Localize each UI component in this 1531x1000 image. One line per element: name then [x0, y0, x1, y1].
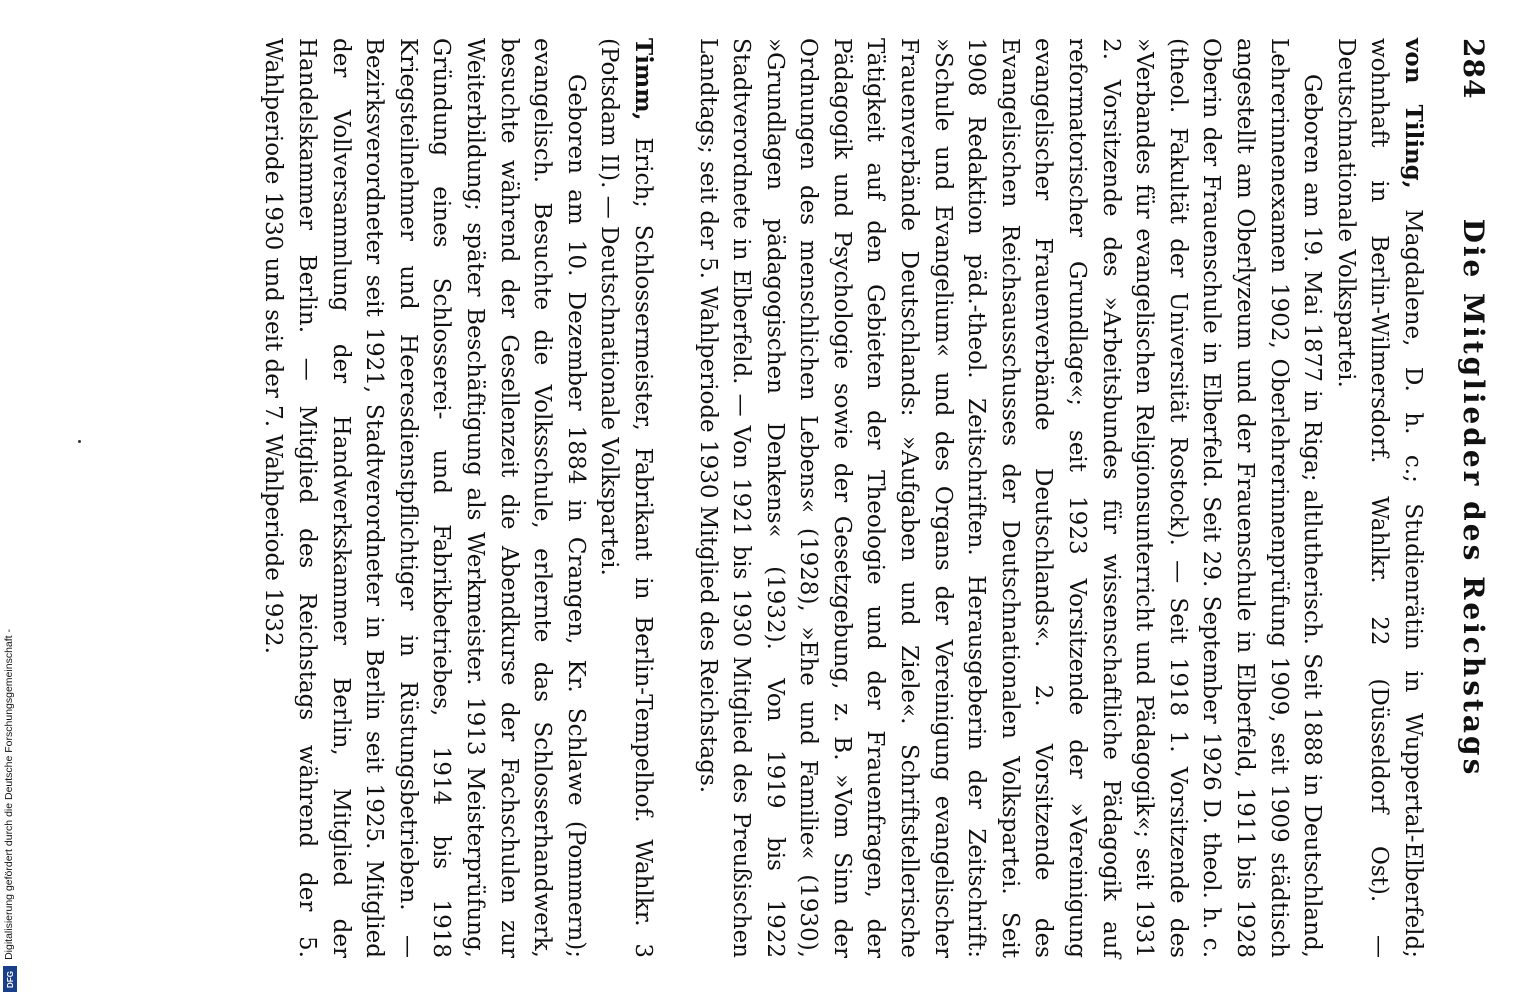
page-header [1440, 38, 1490, 958]
dfg-logo-icon [3, 966, 17, 992]
biography-entry [256, 38, 660, 958]
entry-body: Geboren am 10. Dezember 1884 in Crangen, Kr. Schlawe (Pommern); evangelisch. Besuchte die Volksschule, erlernte das Schlosserhandwerk, besuchte während der Gesellenzeit die Abendkurse der Fachschulen zur Weiterbildung; später Beschäftigung als Werkmeister. 1913 Meisterprüfung, Gründung eines Schlosserei- und Fabrikbetriebes, 1914 bis 1918 Kriegsteilnehmer und Heeresdienstpflichtiger in Rüstungsbetrieben. — Bezirksverordneter seit 1921, Stadtverordneter in Berlin seit 1925. Mitglied der Vollversammlung der Handwerkskammer Berlin, Mitglied der Handelskammer Berlin. — Mitglied des Reichstags während der 5. Wahlperiode 1930 und seit der 7. Wahlperiode 1932. [260, 38, 589, 958]
entry-body: Geboren am 19. Mai 1877 in Riga; altlutherisch. Seit 1888 in Deutschland, Lehrerinnenexamen 1902, Oberlehrerinnenprüfung 1909, seit 1909 städtisch angestellt am Oberlyzeum und der Frauenschule in Elberfeld, 1911 bis 1928 Oberin der Frauenschule in Elberfeld. Seit 29. September 1926 D. theol. h. c. (theol. Fakultät der Universität Rostock). — Seit 1918 1. Vorsitzende des »Verbandes für evangelischen Religionsunterricht und Pädagogik«; seit 1931 2. Vorsitzende des »Arbeitsbundes für wissenschaftliche Pädagogik auf reformatorischer Grundlage«; seit 1923 Vorsitzende der »Vereinigung evangelischer Frauenverbände Deutschlands«. 2. Vorsitzende des Evangelischen Reichsausschusses der Deutschnationalen Volkspartei. Seit 1908 Redaktion päd.-theol. Zeitschriften. Herausgeberin der Zeitschrift: »Schule und Evangelium« und des Organs der Vereinigung evangelischer Frauenverbände Deutschlands: »Aufgaben und Ziele«. Schriftstellerische Tätigkeit auf den Gebieten der Theologie und der Frauenfragen, der Pädagogik und Psychologie sowie der Gesetzgebung, z. B. »Vom Sinn der Ordnungen des menschlichen Lebens« (1928), »Ehe und Familie« (1930), »Grundlagen pädagogischen Denkens« (1932). Von 1919 bis 1922 Stadtverordnete in Elberfeld. — Von 1921 bis 1930 Mitglied des Preußischen Landtags; seit der 5. Wahlperiode 1930 Mitglied des Reichstags. [694, 38, 1326, 958]
biography-entry [690, 38, 1430, 958]
entry-heading: Magdalene, D. h. c.; Studienrätin in Wuppertal-Elberfeld; wohnhaft in Berlin-Wilmersdorf. Wahlkr. 22 (Düsseldorf Ost). — Deutschnationale Volkspartei. [1332, 38, 1426, 959]
document-page [90, 38, 1490, 958]
page-number: 284 [1457, 38, 1490, 100]
digitization-note: Digitalisierung gefördert durch die Deutsche Forschungsgemeinschaft - [3, 629, 15, 960]
entry-name: von Tiling, [1400, 38, 1427, 189]
digitization-footer [0, 600, 22, 1000]
entry-name: Timm, [630, 38, 657, 121]
scan-speck [78, 440, 81, 443]
dfg-logo-text: DFG [5, 970, 15, 988]
entry-heading: Erich; Schlossermeister, Fabrikant in Berlin-Tempelhof. Wahlkr. 3 (Potsdam II). — Deutschnationale Volkspartei. [596, 38, 656, 958]
page-title: Die Mitglieder des Reichstags [1457, 218, 1490, 778]
